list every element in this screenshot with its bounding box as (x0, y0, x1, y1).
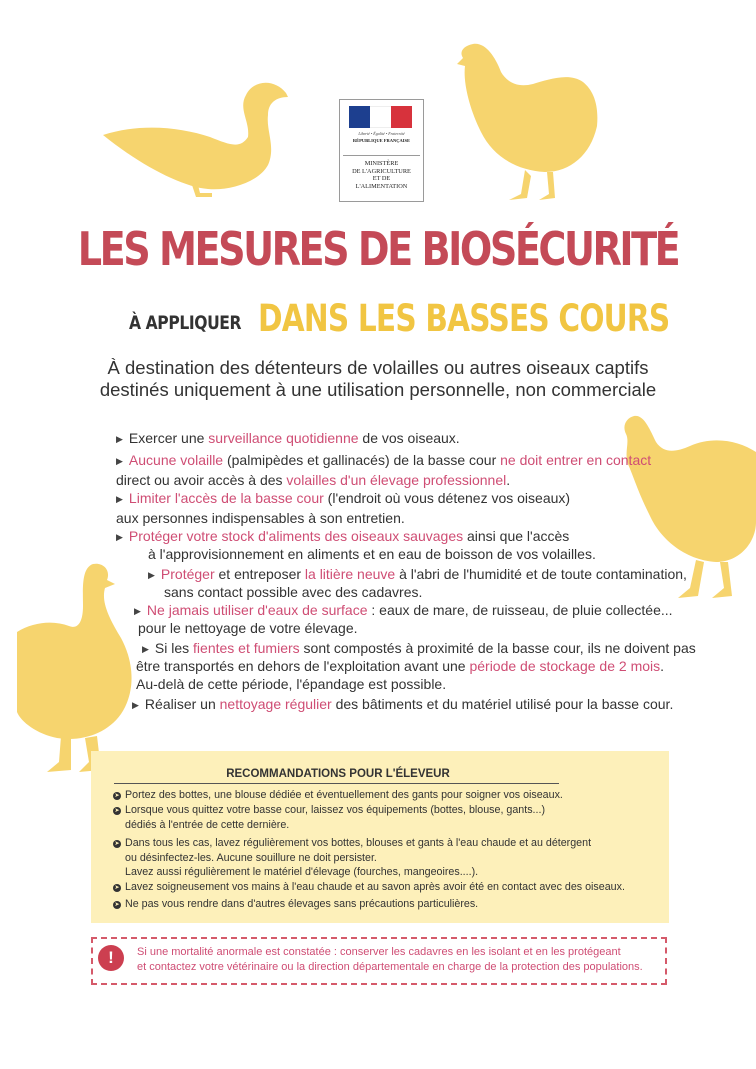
arrow-bullet-icon: ▶ (116, 456, 123, 466)
recommendation-line (113, 803, 545, 817)
warning-icon: ! (98, 945, 124, 971)
alert-line-2: et contactez votre vétérinaire ou la direction départementale en charge de la protection des populations. (137, 961, 643, 973)
measure-highlight: Protéger votre stock d'aliments des oiseaux sauvages (128, 528, 464, 544)
measure-highlight: la litière neuve (304, 566, 396, 582)
measure-text: à l'abri de l'humidité et de toute contamination, (395, 566, 687, 582)
measure-highlight: volailles d'un élevage professionnel (286, 472, 507, 488)
measure-line (116, 488, 570, 510)
recommendation-line (113, 897, 478, 911)
measure-text: . (506, 472, 511, 488)
recommendation-text: Lavez soigneusement vos mains à l'eau chaude et au savon après avoir été en contact avec des oiseaux. (125, 881, 625, 893)
arrow-circle-icon: ➤ (114, 808, 120, 814)
measure-line (148, 544, 596, 564)
measure-line (164, 582, 422, 602)
alert-line-1: Si une mortalité anormale est constatée : conserver les cadavres en les isolant et en les protégeant (137, 946, 621, 958)
measure-text: (l'endroit où vous détenez vos oiseaux) (323, 490, 571, 506)
measure-highlight: Ne jamais utiliser d'eaux de surface (146, 602, 368, 618)
measure-text: sont compostés à proximité de la basse cour, ils ne doivent pas (299, 640, 696, 656)
arrow-bullet-icon: ▶ (132, 700, 139, 710)
guineafowl-silhouette (17, 562, 147, 777)
measure-line (116, 508, 405, 528)
arrow-circle-icon: ➤ (114, 885, 120, 891)
arrow-bullet-icon: ▶ (116, 532, 123, 542)
measure-text: Réaliser un (144, 696, 220, 712)
measure-line (132, 694, 673, 716)
measure-text: des bâtiments et du matériel utilisé pour la basse cour. (331, 696, 674, 712)
duck-silhouette (100, 65, 290, 205)
logo-ministry: MINISTÈRE DE L'AGRICULTURE ET DE L'ALIMENTATION (352, 160, 411, 190)
measure-highlight: ne doit entrer en contact (500, 452, 652, 468)
measure-highlight: Protéger (160, 566, 215, 582)
logo-motto: Liberté • Égalité • Fraternité (358, 131, 405, 136)
measure-highlight: fientes et fumiers (193, 640, 300, 656)
recommendations-title: RECOMMANDATIONS POUR L'ÉLEVEUR (226, 768, 450, 780)
recommendation-line (125, 865, 478, 879)
recommendation-text: Dans tous les cas, lavez régulièrement vos bottes, blouses et gants à l'eau chaude et au détergent (125, 837, 592, 849)
recommendation-line (113, 836, 591, 850)
recommendation-line (113, 788, 563, 802)
intro-line-2: destinés uniquement à une utilisation personnelle, non commerciale (99, 379, 657, 400)
intro-text (0, 357, 756, 401)
measure-highlight: nettoyage régulier (219, 696, 332, 712)
measure-text: direct ou avoir accès à des (116, 472, 287, 488)
alert-text (137, 945, 643, 975)
measure-text: sans contact possible avec des cadavres. (164, 584, 423, 600)
measure-text: ainsi que l'accès (463, 528, 570, 544)
measure-highlight: surveillance quotidienne (208, 430, 359, 446)
arrow-circle-icon: ➤ (114, 841, 120, 847)
subtitle-prefix: À APPLIQUER (129, 312, 242, 334)
recommendation-line (125, 818, 289, 832)
arrow-bullet-icon: ▶ (148, 570, 155, 580)
recommendation-line (113, 880, 625, 894)
measure-line (116, 450, 651, 472)
measure-text: aux personnes indispensables à son entretien. (116, 510, 405, 526)
logo-divider (343, 155, 420, 156)
measure-text: . (660, 658, 665, 674)
arrow-bullet-icon: ▶ (134, 606, 141, 616)
recommendation-text: Lorsque vous quittez votre basse cour, laissez vos équipements (bottes, blouse, gants...) (125, 804, 546, 816)
measure-text: de vos oiseaux. (358, 430, 460, 446)
page-title: LES MESURES DE BIOSÉCURITÉ (77, 222, 679, 276)
measure-text: Si les (154, 640, 194, 656)
arrow-circle-icon: ➤ (114, 793, 120, 799)
measure-text: Exercer une (128, 430, 209, 446)
logo-republic: RÉPUBLIQUE FRANÇAISE (352, 138, 411, 143)
measure-text: pour le nettoyage de votre élevage. (138, 620, 358, 636)
measure-text: à l'approvisionnement en aliments et en eau de boisson de vos volailles. (148, 546, 596, 562)
arrow-bullet-icon: ▶ (116, 494, 123, 504)
arrow-circle-icon: ➤ (114, 902, 120, 908)
hen-silhouette (455, 38, 600, 203)
measure-text: être transportés en dehors de l'exploitation avant une (136, 658, 470, 674)
tricolor-flag (349, 106, 412, 128)
measure-line (116, 428, 460, 450)
recommendation-text: Ne pas vous rendre dans d'autres élevages sans précautions particulières. (125, 898, 479, 910)
recommendation-line (125, 851, 377, 865)
measure-highlight: période de stockage de 2 mois (469, 658, 661, 674)
arrow-bullet-icon: ▶ (116, 434, 123, 444)
measure-highlight: Aucune volaille (128, 452, 224, 468)
measure-text: et entreposer (214, 566, 305, 582)
measure-line (136, 674, 446, 694)
recommendation-text: dédiés à l'entrée de cette dernière. (125, 819, 290, 831)
measure-line (116, 470, 510, 490)
recommendation-text: Lavez aussi régulièrement le matériel d'élevage (fourches, mangeoires....). (125, 866, 479, 878)
measure-text: : eaux de mare, de ruisseau, de pluie collectée... (367, 602, 673, 618)
intro-line-1: À destination des détenteurs de volailles ou autres oiseaux captifs (107, 357, 649, 378)
government-logo (339, 99, 424, 202)
measure-text: (palmipèdes et gallinacés) de la basse cour (223, 452, 501, 468)
measure-highlight: Limiter l'accès de la basse cour (128, 490, 324, 506)
recommendations-divider (114, 783, 559, 784)
subtitle-highlight: DANS LES BASSES COURS (258, 297, 670, 340)
measure-line (136, 656, 664, 676)
recommendation-text: ou désinfectez-les. Aucune souillure ne doit persister. (125, 852, 377, 864)
measure-line (138, 618, 358, 638)
measure-text: Au-delà de cette période, l'épandage est possible. (136, 676, 447, 692)
arrow-bullet-icon: ▶ (142, 644, 149, 654)
recommendation-text: Portez des bottes, une blouse dédiée et éventuellement des gants pour soigner vos oiseaux. (125, 789, 563, 801)
